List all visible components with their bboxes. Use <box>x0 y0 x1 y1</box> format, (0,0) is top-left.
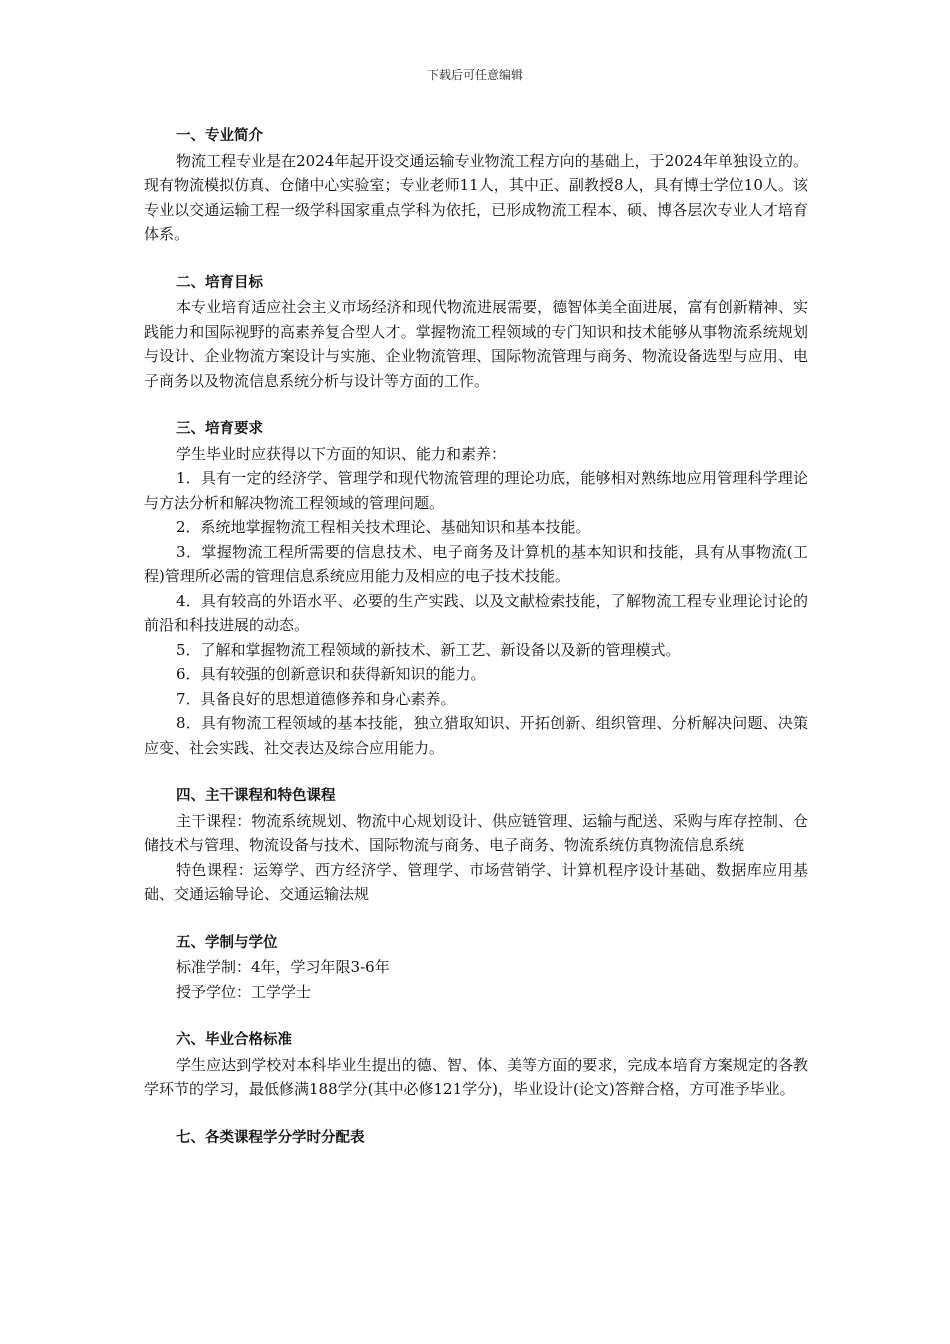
section-heading: 五、学制与学位 <box>176 934 278 951</box>
requirement-item: 8．具有物流工程领域的基本技能，独立猎取知识、开拓创新、组织管理、分析解决问题、决策应变、社会实践、社交表达及综合应用能力。 <box>144 714 808 757</box>
section-intro <box>144 124 808 247</box>
section-duration-degree <box>144 931 808 1005</box>
requirement-item: 6．具有较强的创新意识和获得新知识的能力。 <box>176 665 486 683</box>
core-courses-paragraph: 主干课程：物流系统规划、物流中心规划设计、供应链管理、运输与配送、采购与库存控制、仓储技术与管理、物流设备与技术、国际物流与商务、电子商务、物流系统仿真物流信息系统 <box>144 811 808 854</box>
paragraph: 本专业培育适应社会主义市场经济和现代物流进展需要，德智体美全面进展，富有创新精神、实践能力和国际视野的高素养复合型人才。掌握物流工程领域的专门知识和技术能够从事物流系统规划与设计、企业物流方案设计与实施、企业物流管理、国际物流管理与商务、物流设备选型与应用、电子商务以及物流信息系统分析与设计等方面的工作。 <box>144 298 808 390</box>
paragraph: 学生应达到学校对本科毕业生提出的德、智、体、美等方面的要求，完成本培育方案规定的各教学环节的学习，最低修满188学分(其中必修121学分)，毕业设计(论文)答辩合格，方可准予毕业。 <box>144 1055 808 1098</box>
section-heading: 七、各类课程学分学时分配表 <box>176 1129 365 1146</box>
section-courses <box>144 784 808 907</box>
section-graduation-standard <box>144 1028 808 1102</box>
section-heading: 六、毕业合格标准 <box>176 1032 292 1048</box>
requirement-item: 1．具有一定的经济学、管理学和现代物流管理的理论功底，能够相对熟练地应用管理科学理论与方法分析和解决物流工程领域的管理问题。 <box>144 469 808 512</box>
section-heading: 二、培育目标 <box>176 274 263 291</box>
document-body <box>144 124 808 1174</box>
requirement-item: 3．掌握物流工程所需要的信息技术、电子商务及计算机的基本知识和技能，具有从事物流(工程)管理所必需的管理信息系统应用能力及相应的电子技术技能。 <box>144 542 808 585</box>
paragraph: 标准学制：4年，学习年限3-6年 <box>176 958 390 976</box>
section-heading: 四、主干课程和特色课程 <box>176 788 336 804</box>
section-heading: 三、培育要求 <box>176 421 263 437</box>
featured-courses-paragraph: 特色课程：运筹学、西方经济学、管理学、市场营销学、计算机程序设计基础、数据库应用基础、交通运输导论、交通运输法规 <box>144 860 808 903</box>
section-goals <box>144 271 808 394</box>
paragraph: 学生毕业时应获得以下方面的知识、能力和素养： <box>176 444 507 463</box>
requirement-item: 2．系统地掌握物流工程相关技术理论、基础知识和基本技能。 <box>176 518 591 536</box>
section-heading: 一、专业简介 <box>176 128 263 144</box>
section-requirements <box>144 417 808 760</box>
section-credit-table <box>144 1126 808 1151</box>
paragraph: 物流工程专业是在2024年起开设交通运输专业物流工程方向的基础上，于2024年单独设立的。现有物流模拟仿真、仓储中心实验室；专业老师11人，其中正、副教授8人，具有博士学位10人。该专业以交通运输工程一级学科国家重点学科为依托，已形成物流工程本、硕、博各层次专业人才培育体系。 <box>144 151 808 243</box>
requirement-item: 7．具备良好的思想道德修养和身心素养。 <box>176 689 456 708</box>
requirement-item: 5．了解和掌握物流工程领域的新技术、新工艺、新设备以及新的管理模式。 <box>176 640 681 659</box>
requirement-item: 4．具有较高的外语水平、必要的生产实践、以及文献检索技能，了解物流工程专业理论讨论的前沿和科技进展的动态。 <box>144 591 808 634</box>
paragraph: 授予学位：工学学士 <box>176 982 312 1001</box>
page-header-note: 下载后可任意编辑 <box>426 68 523 82</box>
